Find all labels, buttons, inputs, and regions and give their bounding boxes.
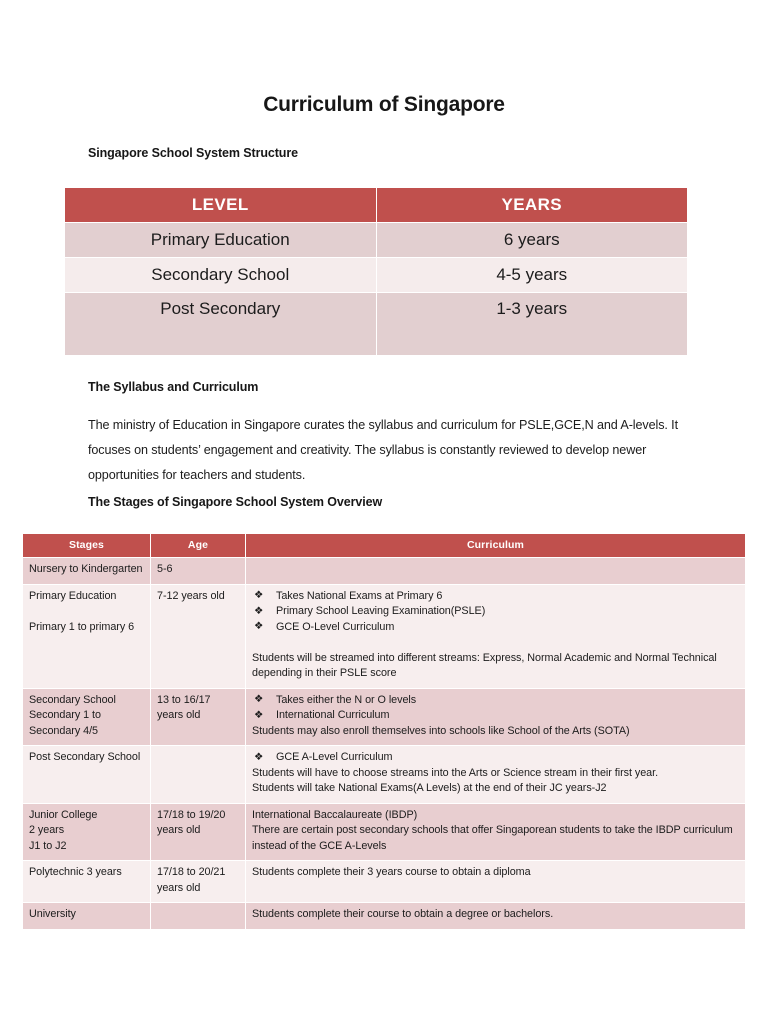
table-body	[23, 558, 746, 930]
text-line: Secondary 1 to	[29, 709, 101, 721]
cell-stage	[23, 688, 151, 746]
section-heading-structure: Singapore School System Structure	[88, 146, 298, 160]
cell-curriculum	[246, 584, 746, 688]
text-line: Post Secondary School	[29, 751, 141, 763]
text-line: Nursery to Kindergarten	[29, 563, 143, 575]
note-text: Students will have to choose streams into the Arts or Science stream in their first year.	[252, 766, 659, 779]
column-header-curriculum: Curriculum	[246, 534, 746, 558]
text-line: 13 to 16/17	[157, 693, 211, 706]
table-row	[65, 258, 688, 293]
cell-age	[151, 861, 246, 903]
note-text: Students complete their course to obtain a degree or bachelors.	[252, 908, 554, 920]
cell-stage	[23, 584, 151, 688]
cell-age	[151, 584, 246, 688]
table-row	[23, 861, 746, 903]
text-line: Primary Education	[29, 589, 117, 602]
cell-years: 6 years	[376, 223, 688, 258]
list-item-label: Takes National Exams at Primary 6	[276, 589, 443, 602]
table-row	[23, 688, 746, 746]
text-line: 7-12 years old	[157, 589, 225, 602]
cell-age	[151, 746, 246, 804]
list-item	[254, 693, 739, 709]
cell-curriculum	[246, 688, 746, 746]
table-header-row	[23, 534, 746, 558]
text-line: Secondary School	[29, 693, 116, 706]
bullet-list	[254, 693, 739, 724]
list-item-label: International Curriculum	[276, 709, 390, 721]
page-title: Curriculum of Singapore	[263, 93, 505, 116]
text-line: 17/18 to 19/20	[157, 808, 226, 821]
table-row	[23, 746, 746, 804]
text-line: years old	[157, 881, 201, 894]
cell-level: Post Secondary	[65, 293, 377, 356]
cell-stage	[23, 803, 151, 861]
text-line: 5-6	[157, 563, 173, 575]
table-row	[23, 903, 746, 930]
bullet-list	[254, 589, 739, 636]
section-heading-syllabus: The Syllabus and Curriculum	[88, 380, 259, 394]
list-item	[254, 604, 739, 620]
diamond-bullet-icon: ❖	[254, 620, 264, 632]
cell-stage	[23, 558, 151, 585]
cell-curriculum	[246, 803, 746, 861]
table-header-row	[65, 188, 688, 223]
stages-overview-table	[22, 533, 746, 930]
text-line: Polytechnic 3 years	[29, 866, 122, 878]
table-row	[23, 558, 746, 585]
text-line: 2 years	[29, 824, 65, 836]
text-line: years old	[157, 824, 201, 836]
cell-age	[151, 688, 246, 746]
cell-curriculum	[246, 746, 746, 804]
table-body	[65, 223, 688, 356]
note-text: Students may also enroll themselves into schools like School of the Arts (SOTA)	[252, 724, 630, 737]
list-item	[254, 708, 739, 724]
bullet-list	[254, 750, 739, 766]
diamond-bullet-icon: ❖	[254, 604, 264, 617]
text-line: J1 to J2	[29, 839, 67, 852]
text-line: Primary 1 to primary 6	[29, 620, 135, 633]
list-item-label: Takes either the N or O levels	[276, 693, 417, 706]
list-item	[254, 589, 739, 605]
note-text: Students complete their 3 years course to obtain a diploma	[252, 866, 531, 878]
school-system-structure-table	[64, 187, 688, 356]
diamond-bullet-icon: ❖	[254, 750, 264, 763]
cell-years: 1-3 years	[376, 293, 688, 356]
section-heading-stages: The Stages of Singapore School System Overview	[88, 495, 383, 509]
list-item	[254, 750, 739, 766]
note-text: Students will be streamed into different streams: Express, Normal Academic and Normal Technical depending in their PSLE score	[252, 651, 717, 679]
text-line: years old	[157, 709, 201, 721]
cell-age	[151, 903, 246, 930]
cell-stage	[23, 861, 151, 903]
list-item-label: Primary School Leaving Examination(PSLE)	[276, 605, 486, 617]
diamond-bullet-icon: ❖	[254, 693, 264, 705]
table-row	[65, 223, 688, 258]
diamond-bullet-icon: ❖	[254, 589, 264, 601]
cell-stage	[23, 903, 151, 930]
cell-curriculum	[246, 903, 746, 930]
text-line: Junior College	[29, 808, 98, 821]
cell-curriculum	[246, 558, 746, 585]
column-header-age: Age	[151, 534, 246, 558]
text-line: University	[29, 908, 76, 920]
list-item-label: GCE O-Level Curriculum	[276, 620, 395, 633]
syllabus-paragraph: The ministry of Education in Singapore curates the syllabus and curriculum for PSLE,GCE,N and A-levels. It focuses on students’ engagement and creativity. The syllabus is constantly reviewed to develop newer opportunities for teachers and students.	[88, 418, 678, 482]
note-text: There are certain post secondary schools that offer Singaporean students to take the IBDP curriculum instead of the GCE A-Levels	[252, 824, 733, 852]
text-line: 17/18 to 20/21	[157, 866, 226, 878]
column-header-stages: Stages	[23, 534, 151, 558]
list-item	[254, 620, 739, 636]
cell-stage	[23, 746, 151, 804]
table-row	[23, 803, 746, 861]
cell-level: Secondary School	[65, 258, 377, 293]
cell-years: 4-5 years	[376, 258, 688, 293]
column-header-years: YEARS	[376, 188, 688, 223]
cell-age	[151, 558, 246, 585]
note-text: Students will take National Exams(A Levels) at the end of their JC years-J2	[252, 782, 607, 794]
diamond-bullet-icon: ❖	[254, 708, 264, 721]
table-row	[23, 584, 746, 688]
text-line: Secondary 4/5	[29, 724, 98, 737]
cell-level: Primary Education	[65, 223, 377, 258]
table-row	[65, 293, 688, 356]
note-text: International Baccalaureate (IBDP)	[252, 808, 418, 821]
column-header-level: LEVEL	[65, 188, 377, 223]
list-item-label: GCE A-Level Curriculum	[276, 751, 393, 763]
cell-age	[151, 803, 246, 861]
cell-curriculum	[246, 861, 746, 903]
